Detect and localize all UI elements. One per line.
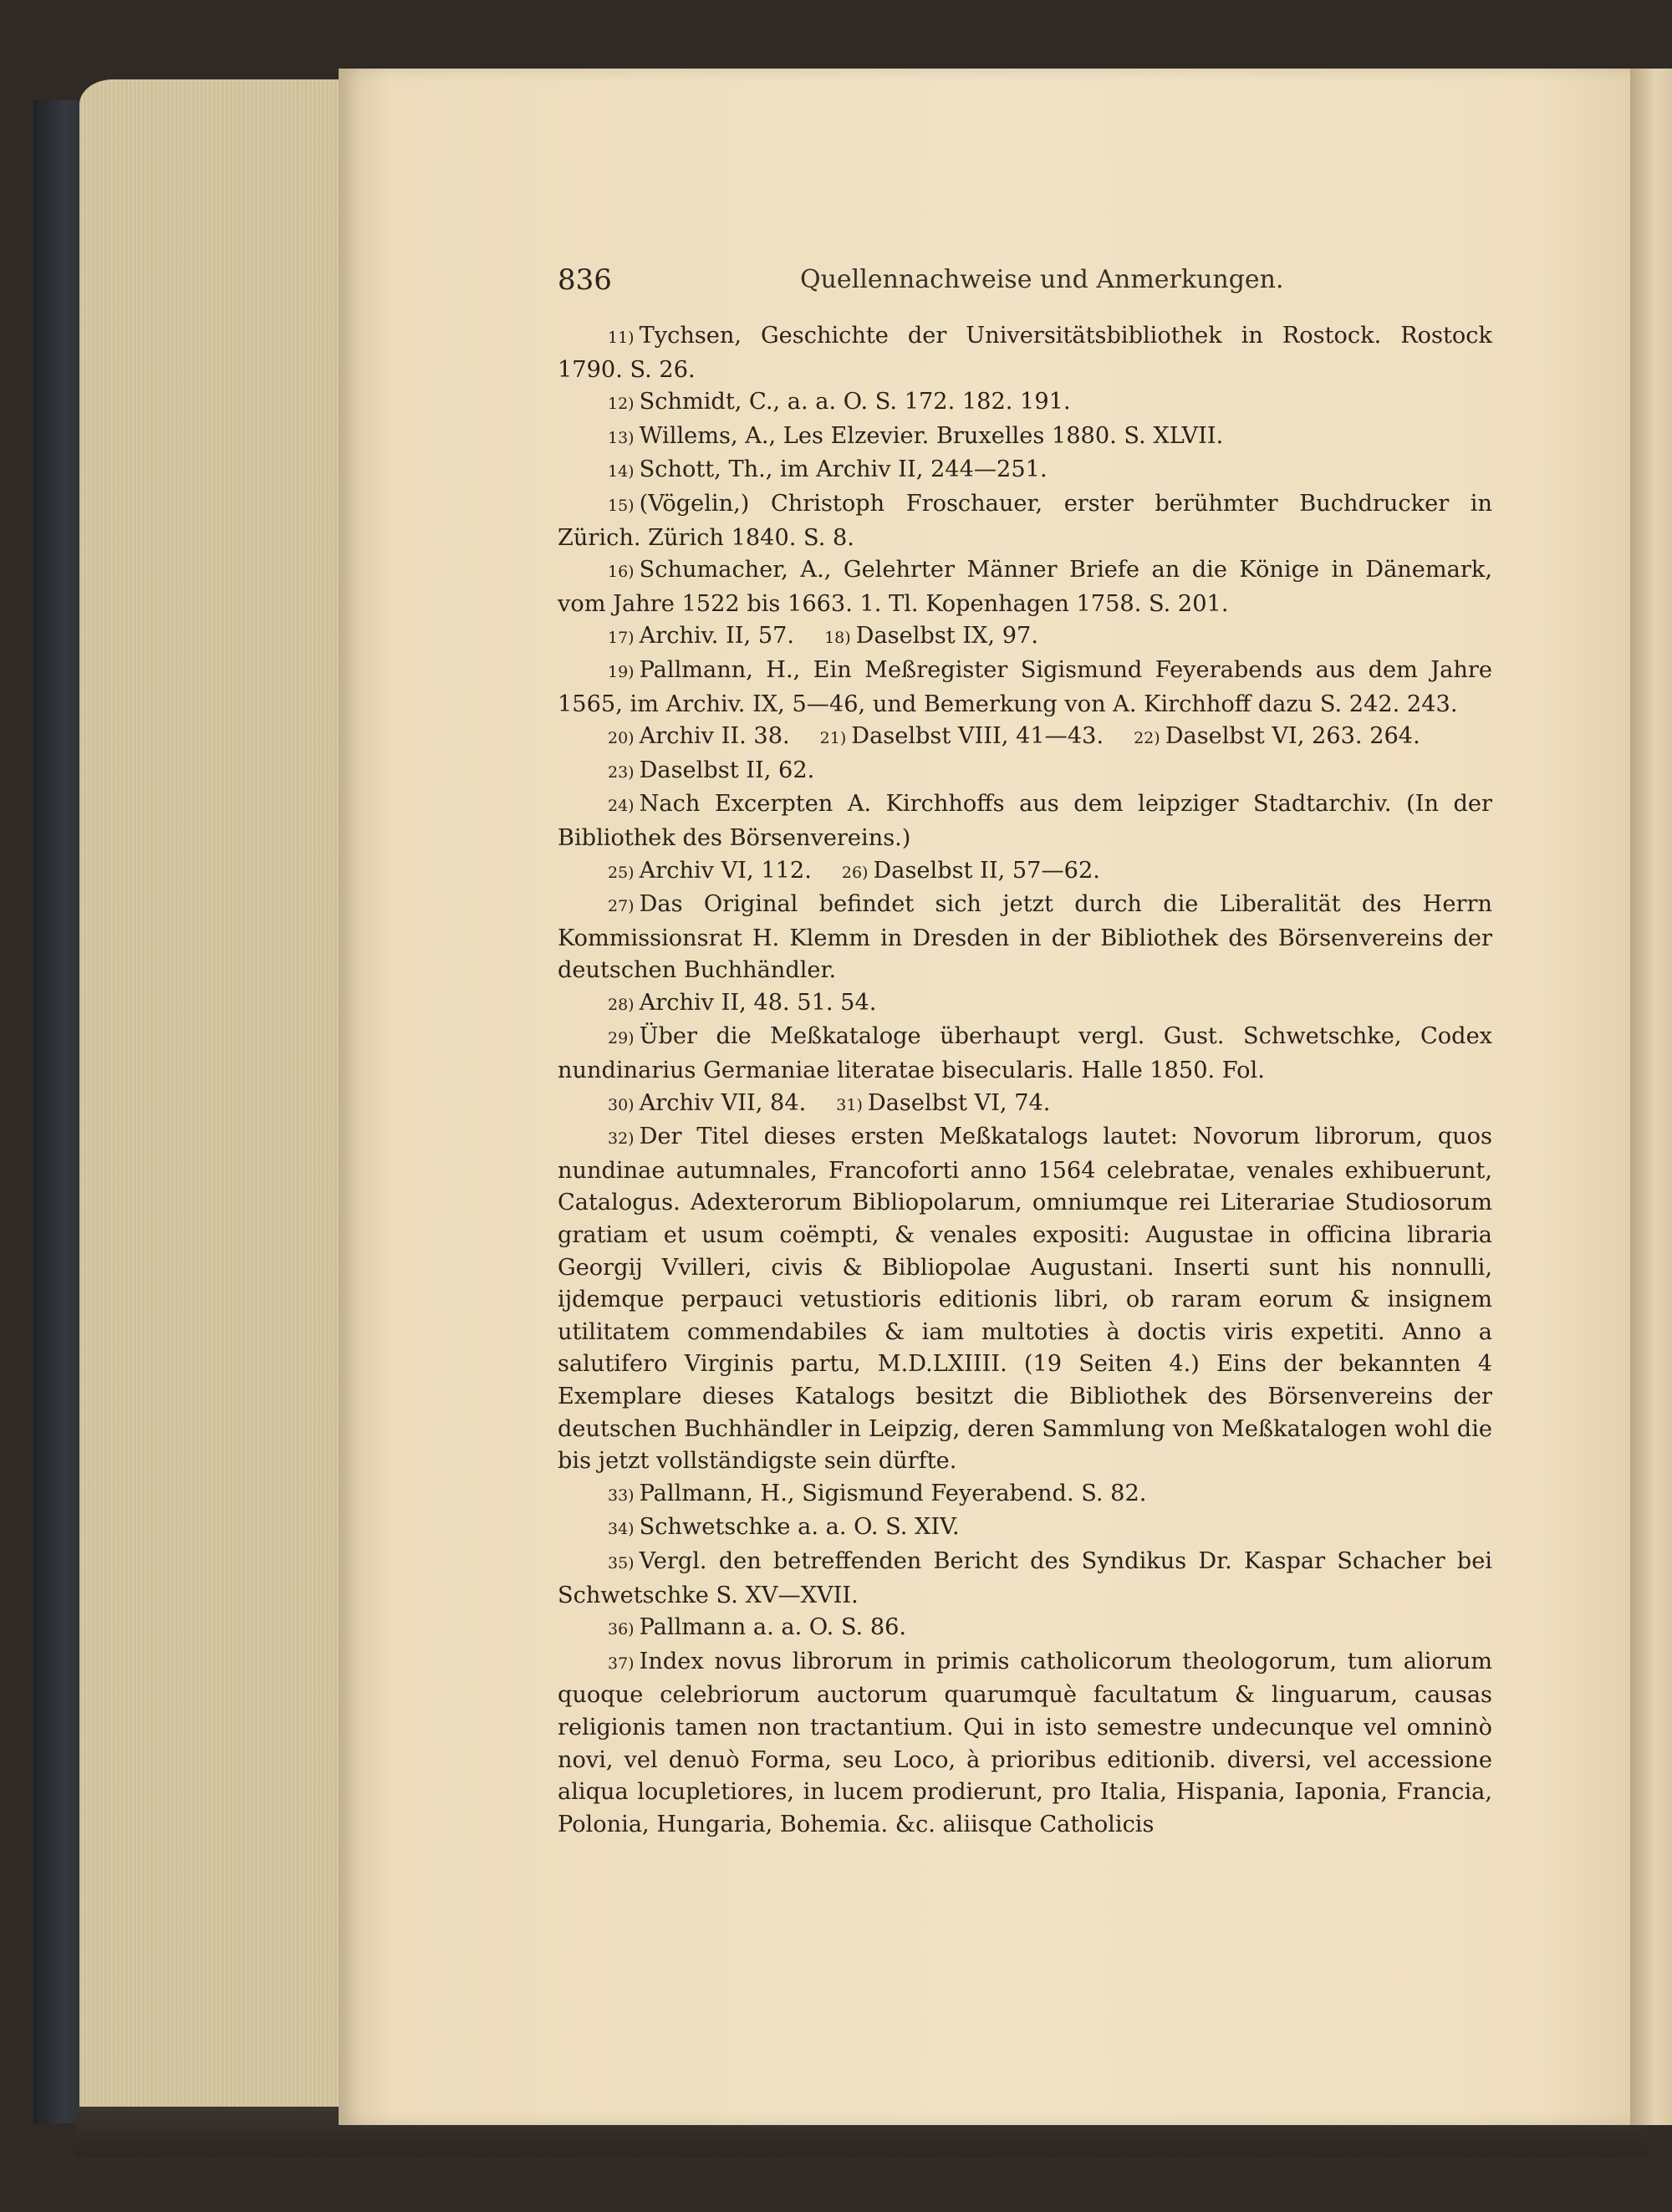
- footnote: 27) Das Original befindet sich jetzt durch die Liberalität des Herrn Kommissionsrat H. Klemm in Dresden in der Bibliothek des Börsenvereins der deutschen Buchhändler.: [558, 891, 1492, 984]
- footnote: 15) (Vögelin,) Christoph Froschauer, erster berühmter Buchdrucker in Zürich. Zürich 1840. S. 8.: [558, 490, 1492, 551]
- footnote: 37) Index novus librorum in primis catholicorum theologorum, tum aliorum quoque celebriorum auctorum quarumquè facultatum & linguarum, causas religionis tamen non tractantium. Qui in isto semestre undecunque vel omninò novi, vel denuò Forma, seu Loco, à prioribus editionib. diversi, vel accessione aliqua locupletiores, in lucem prodierunt, pro Italia, Hispania, Iaponia, Francia, Polonia, Hungaria, Bohemia. &c. aliisque Catholicis: [558, 1648, 1492, 1837]
- footnote: 14) Schott, Th., im Archiv II, 244—251.: [608, 456, 1048, 483]
- footnote: 30) Archiv VII, 84. 31) Daselbst VI, 74.: [608, 1089, 1051, 1116]
- footnote: 32) Der Titel dieses ersten Meßkatalogs lautet: Novorum librorum, quos nundinae autumnales, Francoforti anno 1564 celebratae, venales exhibuerunt, Catalogus. Adexterorum Bibliopolarum, omniumque rei Literariae Studiosorum gratiam et usum coëmpti, & venales expositi: Augustae in officina libraria Georgij Vvilleri, civis & Bibliopolae Augustani. Inserti sunt his nonnulli, ijdemque perpauci vetustioris editionis libri, ob raram eorum & insignem utilitatem commendabiles & iam multoties à doctis viris expetiti. Anno a salutifero Virginis partu, M.D.LXIIII. (19 Seiten 4.) Eins der bekannten 4 Exemplare dieses Katalogs besitzt die Bibliothek des Börsenvereins der deutschen Buchhändler in Leipzig, deren Sammlung von Meßkatalogen wohl die bis jetzt vollständigste sein dürfte.: [558, 1124, 1492, 1475]
- running-head: Quellennachweise und Anmerkungen.: [800, 265, 1284, 294]
- footnote: 16) Schumacher, A., Gelehrter Männer Briefe an die Könige in Dänemark, vom Jahre 1522 bis 1663. 1. Tl. Kopenhagen 1758. S. 201.: [558, 557, 1492, 617]
- footnote: 33) Pallmann, H., Sigismund Feyerabend. S. 82.: [608, 1480, 1147, 1506]
- page-edges: [79, 79, 347, 2128]
- footnotes-block: [558, 320, 1492, 1841]
- footnote: 24) Nach Excerpten A. Kirchhoffs aus dem leipziger Stadtarchiv. (In der Bibliothek des Börsenvereins.): [558, 791, 1492, 851]
- footnote: 19) Pallmann, H., Ein Meßregister Sigismund Feyerabends aus dem Jahre 1565, im Archiv. IX, 5—46, und Bemerkung von A. Kirchhoff dazu S. 242. 243.: [558, 656, 1492, 717]
- footnote: 23) Daselbst II, 62.: [608, 757, 815, 783]
- facing-page-edge: [1630, 69, 1672, 2125]
- footnote: 11) Tychsen, Geschichte der Universitätsbibliothek in Rostock. Rostock 1790. S. 26.: [558, 323, 1492, 383]
- footnote: 34) Schwetschke a. a. O. S. XIV.: [608, 1514, 960, 1541]
- footnote: 13) Willems, A., Les Elzevier. Bruxelles 1880. S. XLVII.: [608, 422, 1224, 449]
- footnote: 17) Archiv. II, 57. 18) Daselbst IX, 97.: [608, 623, 1038, 650]
- page-header: [558, 263, 1494, 303]
- footnote: 12) Schmidt, C., a. a. O. S. 172. 182. 191.: [608, 389, 1071, 415]
- footnote: 36) Pallmann a. a. O. S. 86.: [608, 1614, 907, 1641]
- page-number: 836: [558, 263, 612, 297]
- footnote: 35) Vergl. den betreffenden Bericht des Syndikus Dr. Kaspar Schacher bei Schwetschke S. XV—XVII.: [558, 1547, 1492, 1608]
- footnote: 29) Über die Meßkataloge überhaupt vergl. Gust. Schwetschke, Codex nundinarius Germaniae literatae bisecularis. Halle 1850. Fol.: [558, 1023, 1492, 1084]
- footnote: 20) Archiv II. 38. 21) Daselbst VIII, 41—43. 22) Daselbst VI, 263. 264.: [608, 723, 1420, 750]
- footnote: 28) Archiv II, 48. 51. 54.: [608, 989, 877, 1016]
- footnote: 25) Archiv VI, 112. 26) Daselbst II, 57—62.: [608, 857, 1100, 884]
